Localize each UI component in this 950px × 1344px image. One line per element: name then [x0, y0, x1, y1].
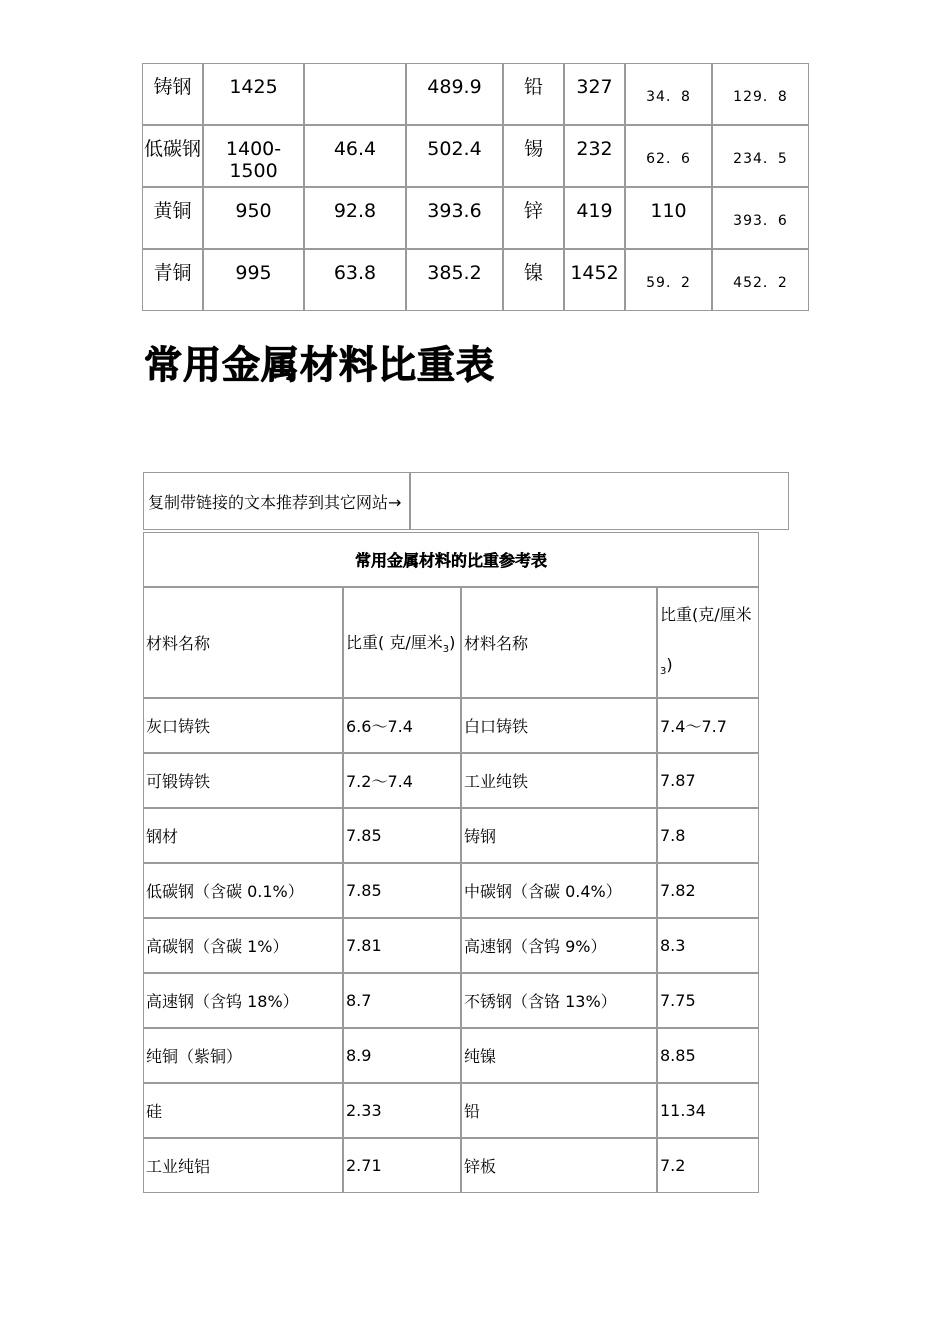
material-name-cell: 铸钢	[461, 808, 657, 863]
table-row	[143, 753, 759, 808]
table-row	[142, 249, 809, 311]
density-cell: 6.6～7.4	[343, 698, 461, 753]
material-name-cell: 白口铸铁	[461, 698, 657, 753]
material-name-cell: 低碳钢	[142, 125, 203, 187]
melting-point-cell: 1425	[203, 63, 304, 125]
melting-point-cell: 1400-1500	[203, 125, 304, 187]
material-name-cell: 钢材	[143, 808, 343, 863]
conductivity-cell: 92.8	[304, 187, 406, 249]
metal-value-a-cell: 34．8	[625, 63, 712, 125]
material-name-cell: 铅	[461, 1083, 657, 1138]
material-name-cell: 灰口铸铁	[143, 698, 343, 753]
material-name-cell: 铸钢	[142, 63, 203, 125]
material-name-cell: 黄铜	[142, 187, 203, 249]
metal-name-cell: 镍	[503, 249, 564, 311]
material-name-cell: 不锈钢（含铬 13%）	[461, 973, 657, 1028]
density-cell: 7.82	[657, 863, 759, 918]
material-name-cell: 中碳钢（含碳 0.4%）	[461, 863, 657, 918]
table-caption-row	[143, 532, 759, 587]
metal-melting-cell: 232	[564, 125, 625, 187]
table-row	[143, 808, 759, 863]
specific-heat-cell: 489.9	[406, 63, 503, 125]
material-name-cell: 高速钢（含钨 18%）	[143, 973, 343, 1028]
share-link-table	[143, 472, 789, 530]
table-caption: 常用金属材料的比重参考表	[143, 532, 759, 587]
density-cell: 7.75	[657, 973, 759, 1028]
metal-melting-cell: 327	[564, 63, 625, 125]
material-name-cell: 锌板	[461, 1138, 657, 1193]
material-name-cell: 纯铜（紫铜）	[143, 1028, 343, 1083]
melting-point-table	[142, 63, 809, 311]
material-name-cell: 纯镍	[461, 1028, 657, 1083]
material-name-cell: 工业纯铝	[143, 1138, 343, 1193]
density-cell: 8.9	[343, 1028, 461, 1083]
density-cell: 7.4～7.7	[657, 698, 759, 753]
column-header-density-close: )	[666, 655, 673, 674]
table-row	[143, 1083, 759, 1138]
density-cell: 7.2～7.4	[343, 753, 461, 808]
density-reference-table	[143, 532, 759, 1193]
table-row	[143, 918, 759, 973]
metal-value-a-cell: 59．2	[625, 249, 712, 311]
density-cell: 8.85	[657, 1028, 759, 1083]
melting-point-cell: 950	[203, 187, 304, 249]
conductivity-cell	[304, 63, 406, 125]
density-cell: 7.87	[657, 753, 759, 808]
material-name-cell: 高速钢（含钨 9%）	[461, 918, 657, 973]
table-row	[143, 1138, 759, 1193]
specific-heat-cell: 502.4	[406, 125, 503, 187]
density-cell: 8.3	[657, 918, 759, 973]
unit-exponent: 3	[660, 666, 667, 678]
metal-value-b-cell: 452．2	[712, 249, 809, 311]
density-cell: 7.81	[343, 918, 461, 973]
material-name-cell: 硅	[143, 1083, 343, 1138]
column-header-name: 材料名称	[143, 587, 343, 698]
density-cell: 11.34	[657, 1083, 759, 1138]
material-name-cell: 低碳钢（含碳 0.1%）	[143, 863, 343, 918]
copy-link-text[interactable]: 复制带链接的文本推荐到其它网站→	[143, 472, 410, 530]
density-cell: 7.2	[657, 1138, 759, 1193]
table-row	[143, 1028, 759, 1083]
material-name-cell: 可锻铸铁	[143, 753, 343, 808]
metal-value-b-cell: 129．8	[712, 63, 809, 125]
table-row	[143, 698, 759, 753]
table-row	[142, 63, 809, 125]
density-cell: 7.85	[343, 863, 461, 918]
metal-value-a-cell: 62．6	[625, 125, 712, 187]
table-row	[142, 187, 809, 249]
density-cell: 8.7	[343, 973, 461, 1028]
material-name-cell: 工业纯铁	[461, 753, 657, 808]
material-name-cell: 高碳钢（含碳 1%）	[143, 918, 343, 973]
table-row	[143, 973, 759, 1028]
density-cell: 2.33	[343, 1083, 461, 1138]
metal-value-b-cell: 234．5	[712, 125, 809, 187]
conductivity-cell: 63.8	[304, 249, 406, 311]
metal-melting-cell: 1452	[564, 249, 625, 311]
table-row	[142, 125, 809, 187]
column-header-density-label: 比重(克/厘米	[660, 605, 752, 624]
material-name-cell: 青铜	[142, 249, 203, 311]
column-header-density-label: 比重( 克/厘米	[346, 633, 443, 652]
page-title: 常用金属材料比重表	[144, 343, 496, 387]
table-row	[143, 863, 759, 918]
density-cell: 7.85	[343, 808, 461, 863]
share-link-cell	[410, 472, 789, 530]
density-cell: 2.71	[343, 1138, 461, 1193]
column-header-density	[657, 587, 759, 698]
specific-heat-cell: 385.2	[406, 249, 503, 311]
metal-name-cell: 锌	[503, 187, 564, 249]
specific-heat-cell: 393.6	[406, 187, 503, 249]
table-header-row	[143, 587, 759, 698]
unit-exponent: 3	[442, 644, 450, 656]
table-row	[143, 472, 789, 530]
metal-value-a-cell: 110	[625, 187, 712, 249]
column-header-name: 材料名称	[461, 587, 657, 698]
column-header-density	[343, 587, 461, 698]
metal-name-cell: 铅	[503, 63, 564, 125]
density-cell: 7.8	[657, 808, 759, 863]
conductivity-cell: 46.4	[304, 125, 406, 187]
metal-value-b-cell: 393．6	[712, 187, 809, 249]
column-header-density-close: )	[449, 633, 456, 652]
metal-melting-cell: 419	[564, 187, 625, 249]
melting-point-cell: 995	[203, 249, 304, 311]
metal-name-cell: 锡	[503, 125, 564, 187]
